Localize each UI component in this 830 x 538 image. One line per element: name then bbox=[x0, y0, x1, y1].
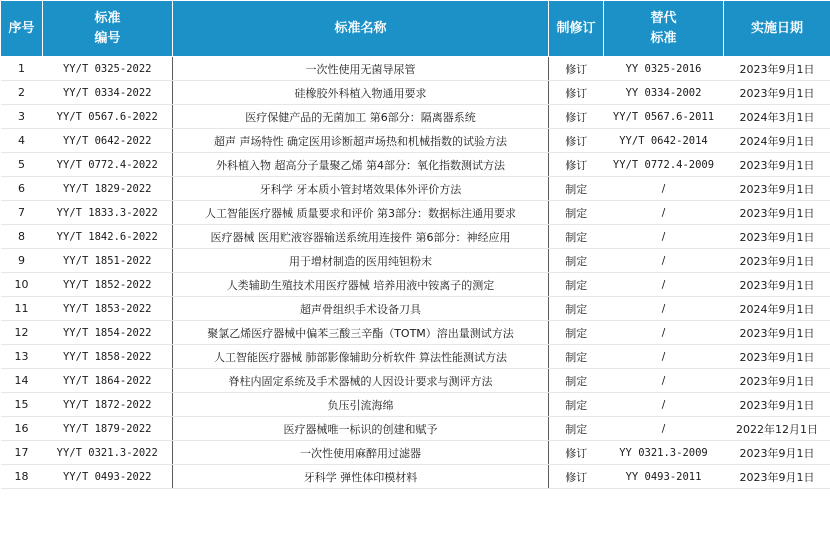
cell-standard-name: 人工智能医疗器械 质量要求和评价 第3部分：数据标注通用要求 bbox=[173, 201, 549, 225]
cell-standard-name: 医疗器械唯一标识的创建和赋予 bbox=[173, 417, 549, 441]
cell-revision-type: 修订 bbox=[549, 441, 604, 465]
cell-standard-number: YY/T 1833.3-2022 bbox=[43, 201, 173, 225]
cell-replaced-standard: / bbox=[604, 273, 724, 297]
cell-revision-type: 制定 bbox=[549, 201, 604, 225]
cell-replaced-standard: YY 0325-2016 bbox=[604, 57, 724, 81]
header-seq: 序号 bbox=[1, 1, 43, 57]
cell-seq: 10 bbox=[1, 273, 43, 297]
cell-replaced-standard: YY/T 0642-2014 bbox=[604, 129, 724, 153]
table-row bbox=[1, 225, 830, 249]
cell-seq: 4 bbox=[1, 129, 43, 153]
cell-standard-number: YY/T 1852-2022 bbox=[43, 273, 173, 297]
cell-seq: 13 bbox=[1, 345, 43, 369]
cell-seq: 2 bbox=[1, 81, 43, 105]
cell-effective-date: 2023年9月1日 bbox=[724, 369, 830, 393]
cell-standard-name: 一次性使用无菌导尿管 bbox=[173, 57, 549, 81]
cell-replaced-standard: / bbox=[604, 321, 724, 345]
cell-revision-type: 修订 bbox=[549, 465, 604, 489]
cell-standard-number: YY/T 1853-2022 bbox=[43, 297, 173, 321]
cell-replaced-standard: / bbox=[604, 249, 724, 273]
table-row bbox=[1, 153, 830, 177]
header-replaced-standard bbox=[604, 1, 724, 57]
cell-standard-number: YY/T 1872-2022 bbox=[43, 393, 173, 417]
cell-effective-date: 2023年9月1日 bbox=[724, 57, 830, 81]
table-row bbox=[1, 417, 830, 441]
table-row bbox=[1, 177, 830, 201]
table-row bbox=[1, 369, 830, 393]
cell-standard-number: YY/T 0642-2022 bbox=[43, 129, 173, 153]
cell-seq: 5 bbox=[1, 153, 43, 177]
cell-replaced-standard: / bbox=[604, 393, 724, 417]
cell-seq: 8 bbox=[1, 225, 43, 249]
cell-effective-date: 2023年9月1日 bbox=[724, 177, 830, 201]
cell-replaced-standard: / bbox=[604, 201, 724, 225]
cell-effective-date: 2024年9月1日 bbox=[724, 297, 830, 321]
table-row bbox=[1, 249, 830, 273]
table-row bbox=[1, 465, 830, 489]
cell-revision-type: 制定 bbox=[549, 273, 604, 297]
cell-seq: 14 bbox=[1, 369, 43, 393]
table-row bbox=[1, 441, 830, 465]
table-row bbox=[1, 81, 830, 105]
cell-effective-date: 2023年9月1日 bbox=[724, 201, 830, 225]
cell-seq: 6 bbox=[1, 177, 43, 201]
cell-standard-number: YY/T 0493-2022 bbox=[43, 465, 173, 489]
cell-standard-name: 人工智能医疗器械 肺部影像辅助分析软件 算法性能测试方法 bbox=[173, 345, 549, 369]
cell-standard-name: 外科植入物 超高分子量聚乙烯 第4部分：氧化指数测试方法 bbox=[173, 153, 549, 177]
cell-standard-name: 硅橡胶外科植入物通用要求 bbox=[173, 81, 549, 105]
header-standard-number-line1: 标准 bbox=[94, 10, 121, 26]
cell-effective-date: 2023年9月1日 bbox=[724, 249, 830, 273]
cell-seq: 9 bbox=[1, 249, 43, 273]
header-standard-number-line2: 编号 bbox=[94, 30, 121, 46]
cell-revision-type: 修订 bbox=[549, 105, 604, 129]
cell-effective-date: 2023年9月1日 bbox=[724, 465, 830, 489]
cell-effective-date: 2023年9月1日 bbox=[724, 273, 830, 297]
cell-standard-name: 超声骨组织手术设备刀具 bbox=[173, 297, 549, 321]
cell-standard-number: YY/T 1829-2022 bbox=[43, 177, 173, 201]
cell-standard-number: YY/T 1842.6-2022 bbox=[43, 225, 173, 249]
cell-standard-name: 医疗保健产品的无菌加工 第6部分：隔离器系统 bbox=[173, 105, 549, 129]
table-row bbox=[1, 273, 830, 297]
cell-effective-date: 2022年12月1日 bbox=[724, 417, 830, 441]
cell-seq: 16 bbox=[1, 417, 43, 441]
cell-effective-date: 2024年3月1日 bbox=[724, 105, 830, 129]
cell-replaced-standard: / bbox=[604, 345, 724, 369]
cell-effective-date: 2023年9月1日 bbox=[724, 81, 830, 105]
cell-revision-type: 制定 bbox=[549, 177, 604, 201]
cell-replaced-standard: / bbox=[604, 297, 724, 321]
cell-seq: 15 bbox=[1, 393, 43, 417]
cell-seq: 12 bbox=[1, 321, 43, 345]
table-row bbox=[1, 105, 830, 129]
header-row bbox=[1, 1, 830, 57]
cell-effective-date: 2023年9月1日 bbox=[724, 321, 830, 345]
cell-revision-type: 制定 bbox=[549, 297, 604, 321]
cell-seq: 7 bbox=[1, 201, 43, 225]
cell-replaced-standard: YY 0334-2002 bbox=[604, 81, 724, 105]
cell-replaced-standard: YY 0493-2011 bbox=[604, 465, 724, 489]
cell-standard-number: YY/T 1854-2022 bbox=[43, 321, 173, 345]
cell-revision-type: 制定 bbox=[549, 417, 604, 441]
cell-standard-name: 牙科学 牙本质小管封堵效果体外评价方法 bbox=[173, 177, 549, 201]
cell-seq: 3 bbox=[1, 105, 43, 129]
header-standard-number bbox=[43, 1, 173, 57]
cell-revision-type: 制定 bbox=[549, 321, 604, 345]
table-header bbox=[1, 1, 830, 57]
cell-revision-type: 制定 bbox=[549, 369, 604, 393]
cell-effective-date: 2023年9月1日 bbox=[724, 441, 830, 465]
cell-standard-number: YY/T 0567.6-2022 bbox=[43, 105, 173, 129]
cell-standard-number: YY/T 1864-2022 bbox=[43, 369, 173, 393]
cell-revision-type: 修订 bbox=[549, 129, 604, 153]
cell-replaced-standard: / bbox=[604, 417, 724, 441]
cell-standard-name: 一次性使用麻醉用过滤器 bbox=[173, 441, 549, 465]
table-body bbox=[1, 57, 830, 489]
cell-seq: 18 bbox=[1, 465, 43, 489]
cell-standard-name: 超声 声场特性 确定医用诊断超声场热和机械指数的试验方法 bbox=[173, 129, 549, 153]
cell-replaced-standard: / bbox=[604, 177, 724, 201]
cell-standard-name: 聚氯乙烯医疗器械中偏苯三酸三辛酯（TOTM）溶出量测试方法 bbox=[173, 321, 549, 345]
cell-revision-type: 制定 bbox=[549, 225, 604, 249]
cell-seq: 1 bbox=[1, 57, 43, 81]
cell-effective-date: 2023年9月1日 bbox=[724, 393, 830, 417]
cell-revision-type: 修订 bbox=[549, 153, 604, 177]
table-row bbox=[1, 129, 830, 153]
header-revision-type: 制修订 bbox=[549, 1, 604, 57]
cell-seq: 17 bbox=[1, 441, 43, 465]
table-row bbox=[1, 393, 830, 417]
cell-standard-name: 牙科学 弹性体印模材料 bbox=[173, 465, 549, 489]
cell-effective-date: 2023年9月1日 bbox=[724, 153, 830, 177]
cell-standard-number: YY/T 1851-2022 bbox=[43, 249, 173, 273]
table-row bbox=[1, 297, 830, 321]
cell-standard-name: 用于增材制造的医用纯钽粉末 bbox=[173, 249, 549, 273]
header-replaced-line1: 替代 bbox=[650, 10, 677, 26]
cell-standard-number: YY/T 0325-2022 bbox=[43, 57, 173, 81]
cell-effective-date: 2023年9月1日 bbox=[724, 345, 830, 369]
cell-revision-type: 制定 bbox=[549, 393, 604, 417]
cell-revision-type: 修订 bbox=[549, 81, 604, 105]
header-standard-name: 标准名称 bbox=[173, 1, 549, 57]
cell-revision-type: 修订 bbox=[549, 57, 604, 81]
cell-replaced-standard: / bbox=[604, 225, 724, 249]
table-row bbox=[1, 57, 830, 81]
header-replaced-line2: 标准 bbox=[650, 30, 677, 46]
table-row bbox=[1, 321, 830, 345]
cell-replaced-standard: YY 0321.3-2009 bbox=[604, 441, 724, 465]
cell-replaced-standard: YY/T 0567.6-2011 bbox=[604, 105, 724, 129]
cell-replaced-standard: / bbox=[604, 369, 724, 393]
cell-standard-name: 人类辅助生殖技术用医疗器械 培养用液中铵离子的测定 bbox=[173, 273, 549, 297]
table-row bbox=[1, 345, 830, 369]
cell-standard-number: YY/T 1858-2022 bbox=[43, 345, 173, 369]
cell-replaced-standard: YY/T 0772.4-2009 bbox=[604, 153, 724, 177]
cell-revision-type: 制定 bbox=[549, 249, 604, 273]
cell-standard-number: YY/T 0321.3-2022 bbox=[43, 441, 173, 465]
cell-revision-type: 制定 bbox=[549, 345, 604, 369]
cell-standard-name: 负压引流海绵 bbox=[173, 393, 549, 417]
cell-effective-date: 2023年9月1日 bbox=[724, 225, 830, 249]
cell-standard-name: 医疗器械 医用贮液容器输送系统用连接件 第6部分：神经应用 bbox=[173, 225, 549, 249]
cell-standard-name: 脊柱内固定系统及手术器械的人因设计要求与测评方法 bbox=[173, 369, 549, 393]
cell-standard-number: YY/T 0772.4-2022 bbox=[43, 153, 173, 177]
table-row bbox=[1, 201, 830, 225]
cell-effective-date: 2024年9月1日 bbox=[724, 129, 830, 153]
header-effective-date: 实施日期 bbox=[724, 1, 830, 57]
cell-standard-number: YY/T 1879-2022 bbox=[43, 417, 173, 441]
cell-standard-number: YY/T 0334-2022 bbox=[43, 81, 173, 105]
cell-seq: 11 bbox=[1, 297, 43, 321]
